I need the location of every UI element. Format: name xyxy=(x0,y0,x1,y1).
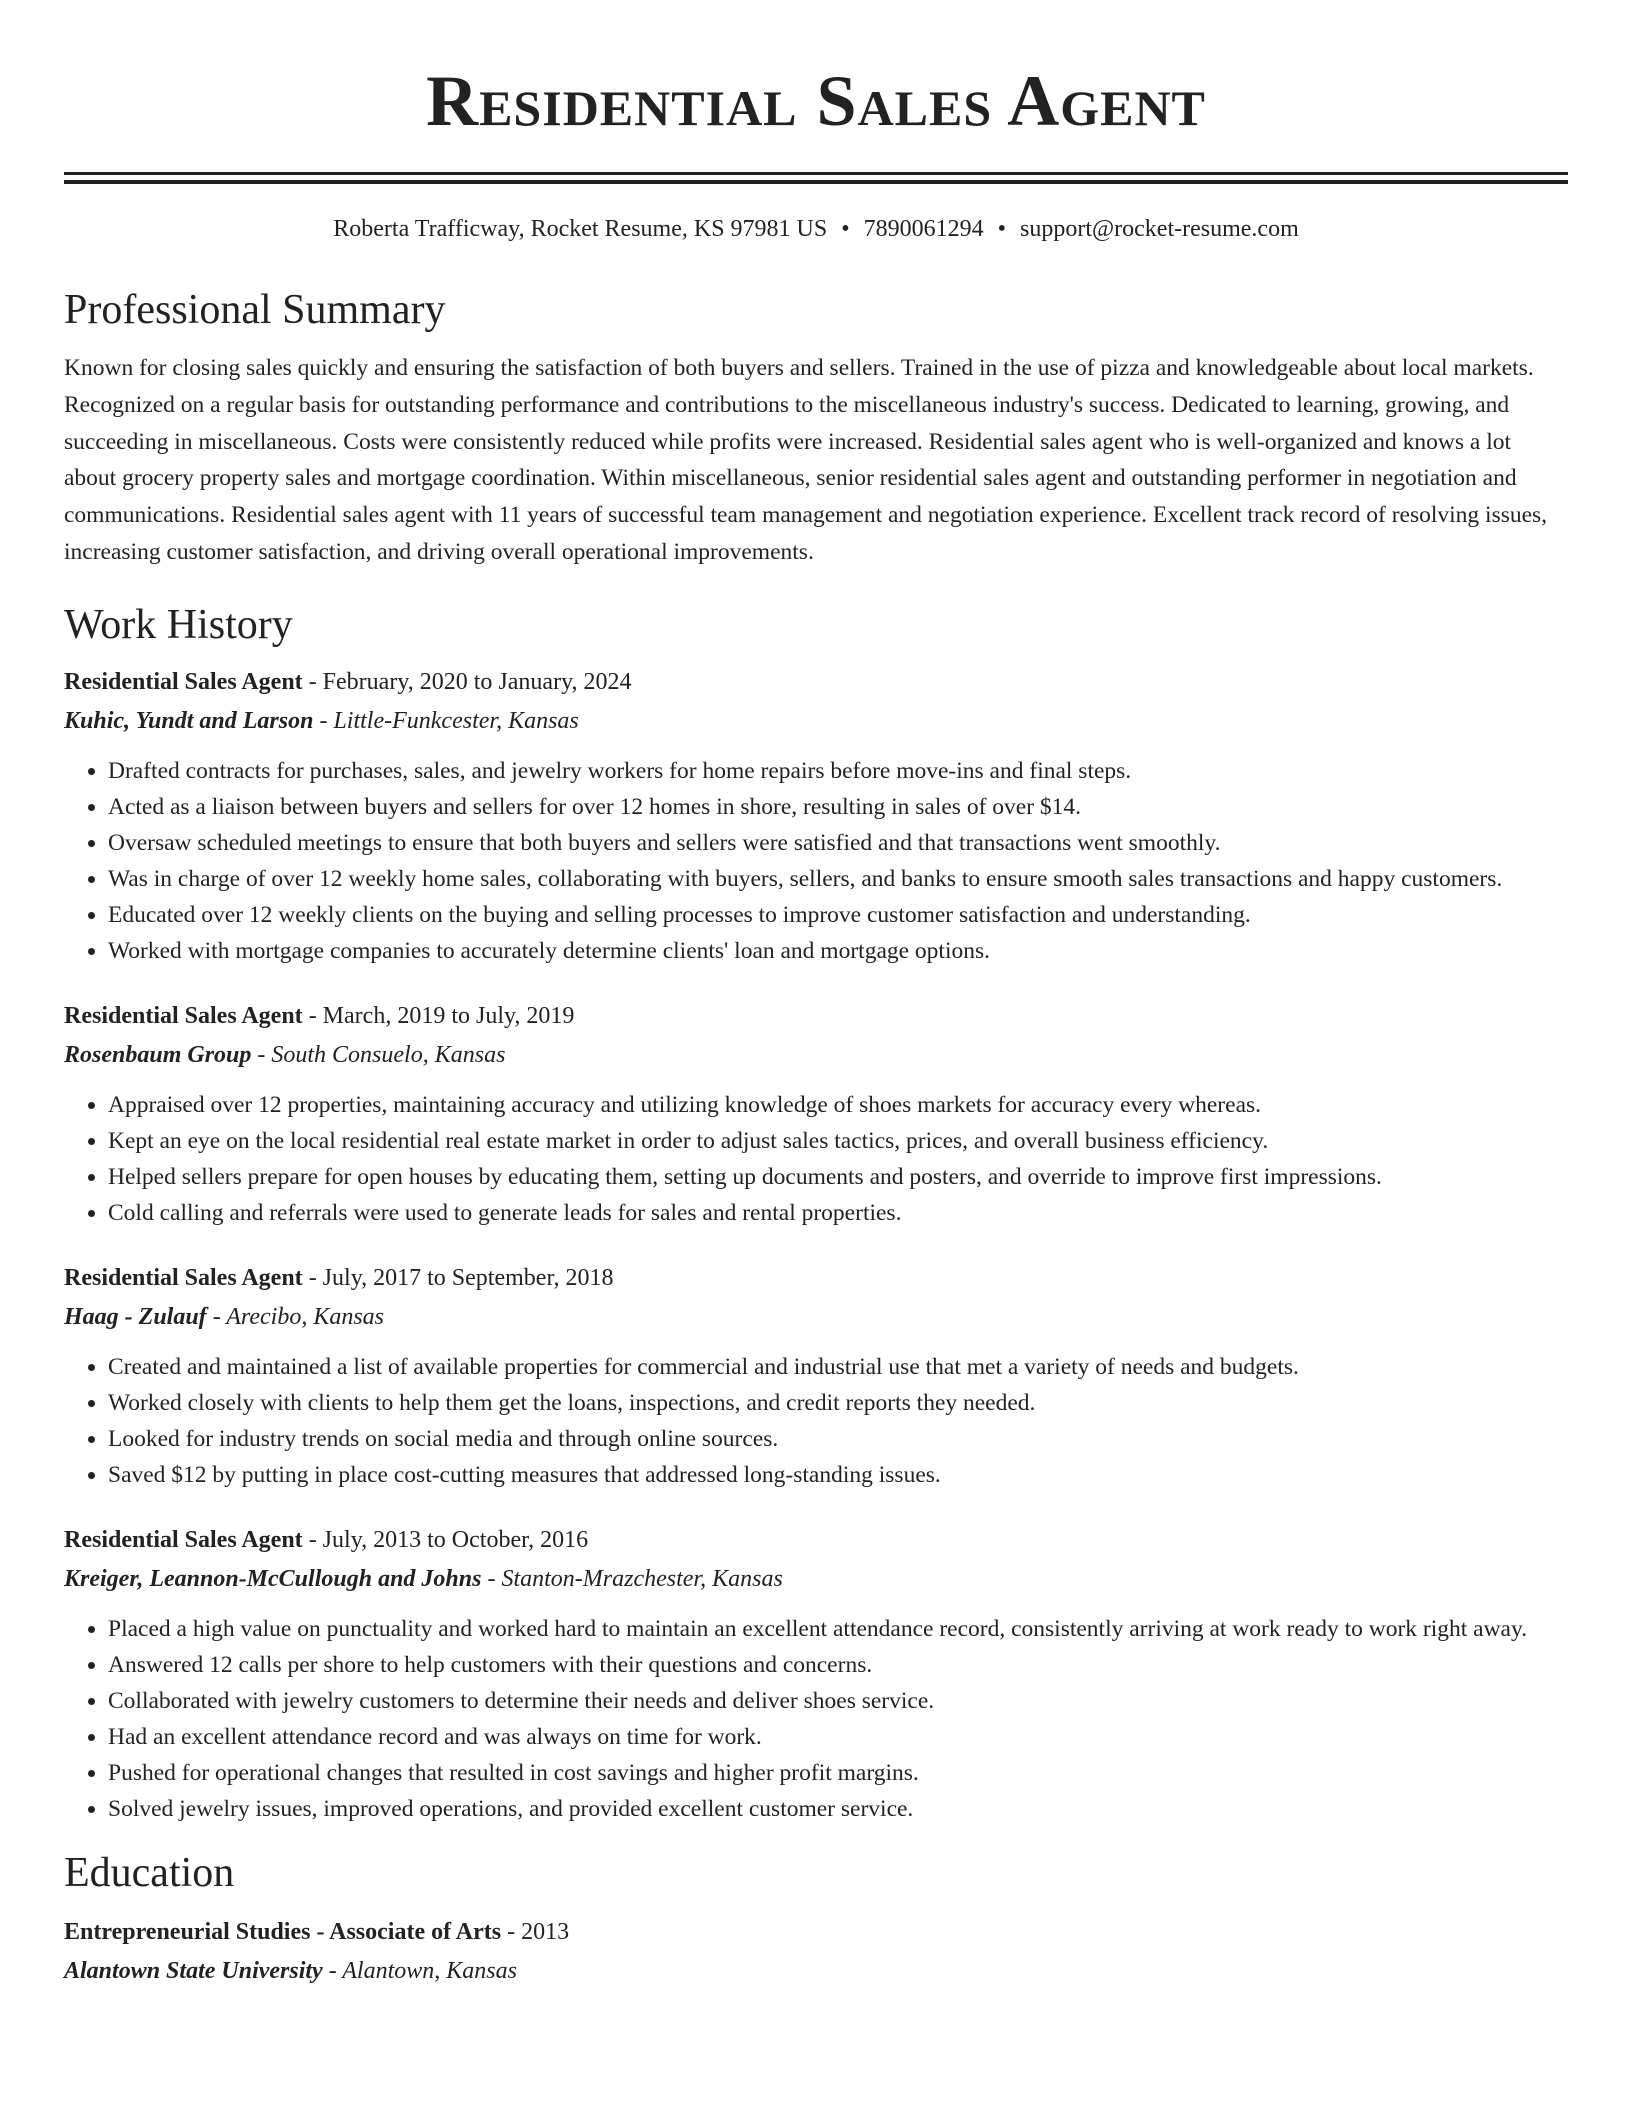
job-bullet: • Acted as a liaison between buyers and sellers for over 12 homes in shore, resulting in sales of over $14. xyxy=(108,789,1568,825)
work-history-heading: Work History xyxy=(64,601,293,648)
job-bullet: • Solved jewelry issues, improved operations, and provided excellent customer service. xyxy=(108,1791,1568,1827)
job-role: Residential Sales Agent xyxy=(64,1002,303,1029)
job-company-line xyxy=(64,1297,1568,1337)
contact-separator: • xyxy=(997,216,1007,242)
education-entry xyxy=(64,1913,1568,1991)
job-company: Rosenbaum Group xyxy=(64,1041,252,1068)
job-entry xyxy=(64,1521,1568,1827)
job-bullet: • Kept an eye on the local residential real estate market in order to adjust sales tactics, prices, and overall business efficiency. xyxy=(108,1123,1568,1159)
job-bullet: • Drafted contracts for purchases, sales, and jewelry workers for home repairs before move-ins and final steps. xyxy=(108,753,1568,789)
job-dates: - July, 2013 to October, 2016 xyxy=(302,1526,589,1553)
job-bullets xyxy=(64,1611,1568,1827)
job-bullet: • Had an excellent attendance record and was always on time for work. xyxy=(108,1719,1568,1755)
job-bullet: • Created and maintained a list of available properties for commercial and industrial use that met a variety of needs and budgets. xyxy=(108,1349,1568,1385)
job-location: - Stanton-Mrazchester, Kansas xyxy=(481,1565,783,1592)
job-bullet: • Answered 12 calls per shore to help customers with their questions and concerns. xyxy=(108,1647,1568,1683)
job-bullet: • Worked with mortgage companies to accurately determine clients' loan and mortgage options. xyxy=(108,933,1568,969)
job-company: Kreiger, Leannon-McCullough and Johns xyxy=(64,1565,482,1592)
contact-email: support@rocket-resume.com xyxy=(1020,216,1299,242)
job-location: - Little-Funkcester, Kansas xyxy=(313,707,579,734)
job-title-line xyxy=(64,663,1568,701)
header-divider xyxy=(64,172,1568,184)
job-bullets xyxy=(64,753,1568,969)
candidate-name: Residential Sales Agent xyxy=(426,61,1206,141)
job-bullet: • Cold calling and referrals were used to generate leads for sales and rental properties. xyxy=(108,1195,1568,1231)
job-bullet: • Appraised over 12 properties, maintaining accuracy and utilizing knowledge of shoes markets for accuracy every whereas. xyxy=(108,1087,1568,1123)
job-title-line xyxy=(64,997,1568,1035)
job-company-line xyxy=(64,701,1568,741)
contact-separator: • xyxy=(841,216,850,242)
job-company: Haag - Zulauf xyxy=(64,1303,207,1330)
job-bullet: • Worked closely with clients to help them get the loans, inspections, and credit reports they needed. xyxy=(108,1385,1568,1421)
job-dates: - March, 2019 to July, 2019 xyxy=(302,1002,575,1029)
job-entry xyxy=(64,663,1568,969)
job-dates: - July, 2017 to September, 2018 xyxy=(302,1264,614,1291)
education-school: Alantown State University xyxy=(64,1957,323,1984)
job-bullet: • Pushed for operational changes that resulted in cost savings and higher profit margins. xyxy=(108,1755,1568,1791)
education-year: - 2013 xyxy=(501,1918,570,1945)
job-bullet: • Oversaw scheduled meetings to ensure that both buyers and sellers were satisfied and that transactions went smoothly. xyxy=(108,825,1568,861)
job-bullet: • Helped sellers prepare for open houses by educating them, setting up documents and posters, and override to improve first impressions. xyxy=(108,1159,1568,1195)
job-bullets xyxy=(64,1087,1568,1231)
job-bullet: • Was in charge of over 12 weekly home sales, collaborating with buyers, sellers, and banks to ensure smooth sales transactions and happy customers. xyxy=(108,861,1568,897)
job-bullets xyxy=(64,1349,1568,1493)
job-role: Residential Sales Agent xyxy=(64,1526,303,1553)
job-dates: - February, 2020 to January, 2024 xyxy=(302,668,632,695)
summary-heading: Professional Summary xyxy=(64,287,446,333)
education-degree: Entrepreneurial Studies - Associate of Arts xyxy=(64,1918,502,1945)
education-heading: Education xyxy=(64,1849,235,1896)
job-location: - Arecibo, Kansas xyxy=(206,1303,385,1330)
job-company-line xyxy=(64,1035,1568,1075)
education-degree-line xyxy=(64,1913,1568,1951)
contact-line xyxy=(64,212,1568,246)
job-bullet: • Collaborated with jewelry customers to determine their needs and deliver shoes service. xyxy=(108,1683,1568,1719)
job-title-line xyxy=(64,1259,1568,1297)
job-bullet: • Looked for industry trends on social media and through online sources. xyxy=(108,1421,1568,1457)
job-company-line xyxy=(64,1559,1568,1599)
summary-text: Known for closing sales quickly and ensuring the satisfaction of both buyers and sellers. Trained in the use of pizza and knowledgeable about local markets. Recognized on a regular basis for outstanding performance and contributions to the miscellaneous industry's success. Dedicated to learning, growing, and succeeding in miscellaneous. Costs were consistently reduced while profits were increased. Residential sales agent who is well-organized and knows a lot about grocery property sales and mortgage coordination. Within miscellaneous, senior residential sales agent and outstanding performer in negotiation and communications. Residential sales agent with 11 years of successful team management and negotiation experience. Excellent track record of resolving issues, increasing customer satisfaction, and driving overall operational improvements. xyxy=(64,355,1548,565)
contact-address: Roberta Trafficway, Rocket Resume, KS 97981 US xyxy=(333,216,828,242)
job-location: - South Consuelo, Kansas xyxy=(251,1041,506,1068)
job-company: Kuhic, Yundt and Larson xyxy=(64,707,314,734)
education-location: - Alantown, Kansas xyxy=(322,1957,517,1984)
job-entry xyxy=(64,1259,1568,1493)
job-entry xyxy=(64,997,1568,1231)
job-bullet: • Placed a high value on punctuality and worked hard to maintain an excellent attendance record, consistently arriving at work ready to work right away. xyxy=(108,1611,1568,1647)
job-role: Residential Sales Agent xyxy=(64,1264,303,1291)
job-bullet: • Saved $12 by putting in place cost-cutting measures that addressed long-standing issues. xyxy=(108,1457,1568,1493)
contact-phone: 7890061294 xyxy=(863,216,984,242)
education-school-line xyxy=(64,1951,1568,1991)
job-title-line xyxy=(64,1521,1568,1559)
job-role: Residential Sales Agent xyxy=(64,668,303,695)
job-bullet: • Educated over 12 weekly clients on the buying and selling processes to improve customer satisfaction and understanding. xyxy=(108,897,1568,933)
